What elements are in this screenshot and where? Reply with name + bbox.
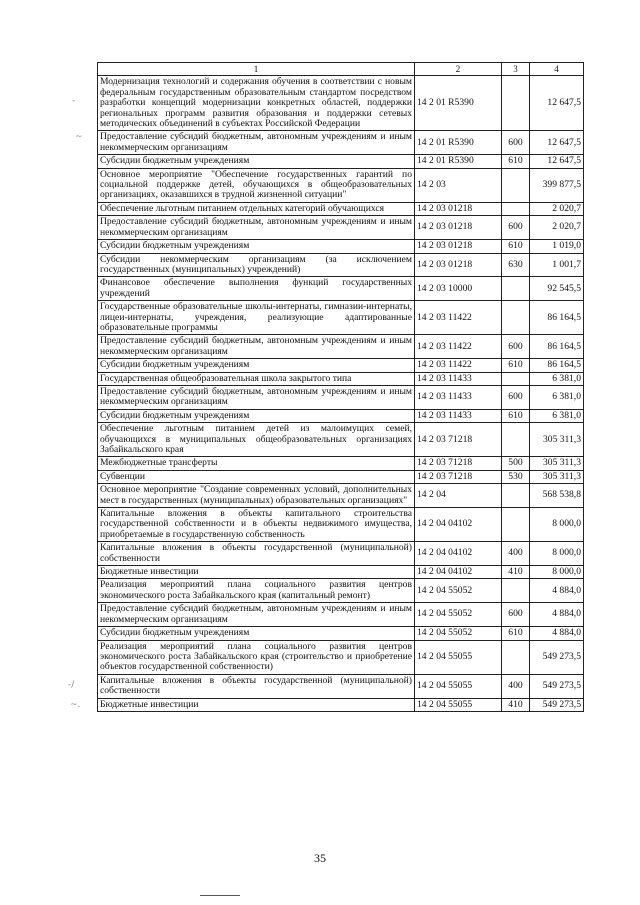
row-code-cell: 14 2 03 71218	[415, 470, 502, 483]
row-vr-cell: 500	[502, 457, 530, 470]
row-name-cell: Субсидии бюджетным учреждениям	[98, 155, 415, 168]
row-code-cell: 14 2 03	[415, 168, 502, 202]
row-amount-cell: 86 164,5	[530, 359, 584, 372]
row-name-cell: Бюджетные инвестиции	[98, 698, 415, 711]
row-vr-cell: 600	[502, 216, 530, 240]
row-code-cell: 14 2 04 55052	[415, 579, 502, 603]
table-row	[98, 253, 584, 277]
row-amount-cell: 92 545,5	[530, 277, 584, 301]
scan-mark: ~	[75, 132, 83, 142]
row-amount-cell: 86 164,5	[530, 301, 584, 335]
table-row	[98, 216, 584, 240]
row-code-cell: 14 2 03 71218	[415, 457, 502, 470]
row-code-cell: 14 2 01 R5390	[415, 155, 502, 168]
row-vr-cell: 410	[502, 566, 530, 579]
row-amount-cell: 4 884,0	[530, 627, 584, 640]
row-name-cell: Субсидии бюджетным учреждениям	[98, 627, 415, 640]
row-code-cell: 14 2 04 55055	[415, 640, 502, 674]
row-amount-cell: 4 884,0	[530, 579, 584, 603]
row-vr-cell	[502, 202, 530, 215]
table-row	[98, 508, 584, 542]
row-code-cell: 14 2 04 04102	[415, 508, 502, 542]
table-row	[98, 359, 584, 372]
row-name-cell: Финансовое обеспечение выполнения функций государственных учреждений	[98, 277, 415, 301]
row-code-cell: 14 2 03 11433	[415, 385, 502, 409]
row-name-cell: Предоставление субсидий бюджетным, автономным учреждениям и иным некоммерческим организациям	[98, 131, 415, 155]
table-row	[98, 409, 584, 422]
row-code-cell: 14 2 03 11433	[415, 372, 502, 385]
row-amount-cell: 8 000,0	[530, 542, 584, 566]
row-vr-cell	[502, 76, 530, 131]
table-row	[98, 335, 584, 359]
row-code-cell: 14 2 04 04102	[415, 542, 502, 566]
row-name-cell: Субсидии некоммерческим организациям (за исключением государственных (муниципальных) учреждений)	[98, 253, 415, 277]
row-vr-cell	[502, 423, 530, 457]
row-code-cell: 14 2 04 04102	[415, 566, 502, 579]
table-body	[98, 76, 584, 712]
row-code-cell: 14 2 03 11422	[415, 335, 502, 359]
row-code-cell: 14 2 03 01218	[415, 216, 502, 240]
row-code-cell: 14 2 01 R5390	[415, 131, 502, 155]
row-vr-cell: 600	[502, 131, 530, 155]
footer-line	[200, 895, 240, 896]
row-code-cell: 14 2 03 01218	[415, 240, 502, 253]
row-name-cell: Бюджетные инвестиции	[98, 566, 415, 579]
table-row	[98, 627, 584, 640]
table-row	[98, 674, 584, 698]
table-row	[98, 240, 584, 253]
row-code-cell: 14 2 03 71218	[415, 423, 502, 457]
row-amount-cell: 1 019,0	[530, 240, 584, 253]
table-row	[98, 566, 584, 579]
row-vr-cell: 610	[502, 627, 530, 640]
row-vr-cell: 630	[502, 253, 530, 277]
row-name-cell: Государственная общеобразовательная школа закрытого типа	[98, 372, 415, 385]
row-vr-cell	[502, 277, 530, 301]
row-code-cell: 14 2 04 55052	[415, 627, 502, 640]
row-amount-cell: 12 647,5	[530, 155, 584, 168]
table-row	[98, 423, 584, 457]
table-row	[98, 168, 584, 202]
row-vr-cell: 400	[502, 542, 530, 566]
row-vr-cell	[502, 640, 530, 674]
table-row	[98, 385, 584, 409]
table-row	[98, 76, 584, 131]
table-row	[98, 301, 584, 335]
row-name-cell: Основное мероприятие "Создание современных условий, дополнительных мест в государственных (муниципальных) образовательных организациях"	[98, 484, 415, 508]
row-code-cell: 14 2 03 11433	[415, 409, 502, 422]
row-vr-cell: 600	[502, 385, 530, 409]
table-row	[98, 579, 584, 603]
row-amount-cell: 2 020,7	[530, 216, 584, 240]
table-row	[98, 277, 584, 301]
row-vr-cell	[502, 372, 530, 385]
header-col-4: 4	[530, 63, 584, 76]
row-name-cell: Модернизация технологий и содержания обучения в соответствии с новым федеральным государственным образовательным стандартом посредством разработки концепций модернизации конкретных областей, поддержки региональных программ развития образования и поддержки сетевых методических объединений в субъектах Российской Федерации	[98, 76, 415, 131]
row-amount-cell: 1 001,7	[530, 253, 584, 277]
row-amount-cell: 549 273,5	[530, 640, 584, 674]
row-name-cell: Субвенции	[98, 470, 415, 483]
row-vr-cell	[502, 484, 530, 508]
row-amount-cell: 568 538,8	[530, 484, 584, 508]
row-amount-cell: 12 647,5	[530, 76, 584, 131]
row-code-cell: 14 2 03 01218	[415, 202, 502, 215]
row-amount-cell: 8 000,0	[530, 566, 584, 579]
row-name-cell: Капитальные вложения в объекты государственной (муниципальной) собственности	[98, 542, 415, 566]
row-amount-cell: 6 381,0	[530, 409, 584, 422]
row-vr-cell: 410	[502, 698, 530, 711]
row-code-cell: 14 2 04	[415, 484, 502, 508]
row-amount-cell: 6 381,0	[530, 385, 584, 409]
table-row	[98, 131, 584, 155]
row-name-cell: Субсидии бюджетным учреждениям	[98, 409, 415, 422]
row-name-cell: Предоставление субсидий бюджетным, автономным учреждениям и иным некоммерческим организациям	[98, 216, 415, 240]
row-name-cell: Субсидии бюджетным учреждениям	[98, 359, 415, 372]
row-amount-cell: 549 273,5	[530, 674, 584, 698]
row-name-cell: Обеспечение льготным питанием отдельных категорий обучающихся	[98, 202, 415, 215]
row-amount-cell: 8 000,0	[530, 508, 584, 542]
row-code-cell: 14 2 04 55055	[415, 674, 502, 698]
row-vr-cell: 600	[502, 335, 530, 359]
budget-table	[97, 62, 584, 712]
row-amount-cell: 305 311,3	[530, 470, 584, 483]
row-code-cell: 14 2 03 10000	[415, 277, 502, 301]
header-col-1: 1	[98, 63, 415, 76]
row-name-cell: Предоставление субсидий бюджетным, автономным учреждениям и иным некоммерческим организациям	[98, 603, 415, 627]
table-row	[98, 640, 584, 674]
row-code-cell: 14 2 03 11422	[415, 301, 502, 335]
row-vr-cell: 400	[502, 674, 530, 698]
header-col-3: 3	[502, 63, 530, 76]
row-vr-cell	[502, 168, 530, 202]
table-row	[98, 698, 584, 711]
scan-mark: -	[72, 96, 76, 106]
table-row	[98, 457, 584, 470]
row-code-cell: 14 2 03 01218	[415, 253, 502, 277]
row-amount-cell: 549 273,5	[530, 698, 584, 711]
row-amount-cell: 399 877,5	[530, 168, 584, 202]
row-vr-cell: 610	[502, 155, 530, 168]
row-vr-cell	[502, 508, 530, 542]
row-code-cell: 14 2 03 11422	[415, 359, 502, 372]
table-row	[98, 470, 584, 483]
table-row	[98, 484, 584, 508]
page-number: 35	[314, 851, 326, 865]
row-amount-cell: 305 311,3	[530, 457, 584, 470]
row-code-cell: 14 2 01 R5390	[415, 76, 502, 131]
scan-mark: ~.	[70, 700, 81, 710]
row-name-cell: Реализация мероприятий плана социального развития центров экономического роста Забайкальского края (строительство и приобретение объектов государственной собственности)	[98, 640, 415, 674]
row-vr-cell	[502, 579, 530, 603]
row-vr-cell: 610	[502, 409, 530, 422]
row-code-cell: 14 2 04 55052	[415, 603, 502, 627]
header-col-2: 2	[415, 63, 502, 76]
table-row	[98, 202, 584, 215]
row-vr-cell: 530	[502, 470, 530, 483]
table-row	[98, 542, 584, 566]
scan-mark: -/	[68, 680, 75, 690]
table-row	[98, 372, 584, 385]
row-vr-cell	[502, 301, 530, 335]
row-name-cell: Капитальные вложения в объекты капитального строительства государственной собственности и в объекты недвижимого имущества, приобретаемые в государственную собственность	[98, 508, 415, 542]
row-name-cell: Реализация мероприятий плана социального развития центров экономического роста Забайкальского края (капитальный ремонт)	[98, 579, 415, 603]
row-name-cell: Обеспечение льготным питанием детей из малоимущих семей, обучающихся в муниципальных общеобразовательных организациях Забайкальского края	[98, 423, 415, 457]
row-name-cell: Основное мероприятие "Обеспечение государственных гарантий по социальной поддержке детей, обучающихся в общеобразовательных организациях, оказавшихся в трудной жизненной ситуации"	[98, 168, 415, 202]
row-amount-cell: 6 381,0	[530, 372, 584, 385]
row-vr-cell: 610	[502, 240, 530, 253]
table-row	[98, 603, 584, 627]
row-amount-cell: 12 647,5	[530, 131, 584, 155]
row-vr-cell: 610	[502, 359, 530, 372]
row-name-cell: Субсидии бюджетным учреждениям	[98, 240, 415, 253]
row-vr-cell: 600	[502, 603, 530, 627]
row-name-cell: Государственные образовательные школы-интернаты, гимназии-интернаты, лицеи-интернаты, учреждения, реализующие адаптированные образовательные программы	[98, 301, 415, 335]
row-name-cell: Межбюджетные трансферты	[98, 457, 415, 470]
row-code-cell: 14 2 04 55055	[415, 698, 502, 711]
row-name-cell: Капитальные вложения в объекты государственной (муниципальной) собственности	[98, 674, 415, 698]
table-header-row	[98, 63, 584, 76]
row-amount-cell: 86 164,5	[530, 335, 584, 359]
row-amount-cell: 4 884,0	[530, 603, 584, 627]
row-name-cell: Предоставление субсидий бюджетным, автономным учреждениям и иным некоммерческим организациям	[98, 335, 415, 359]
table-row	[98, 155, 584, 168]
row-amount-cell: 2 020,7	[530, 202, 584, 215]
row-name-cell: Предоставление субсидий бюджетным, автономным учреждениям и иным некоммерческим организациям	[98, 385, 415, 409]
row-amount-cell: 305 311,3	[530, 423, 584, 457]
